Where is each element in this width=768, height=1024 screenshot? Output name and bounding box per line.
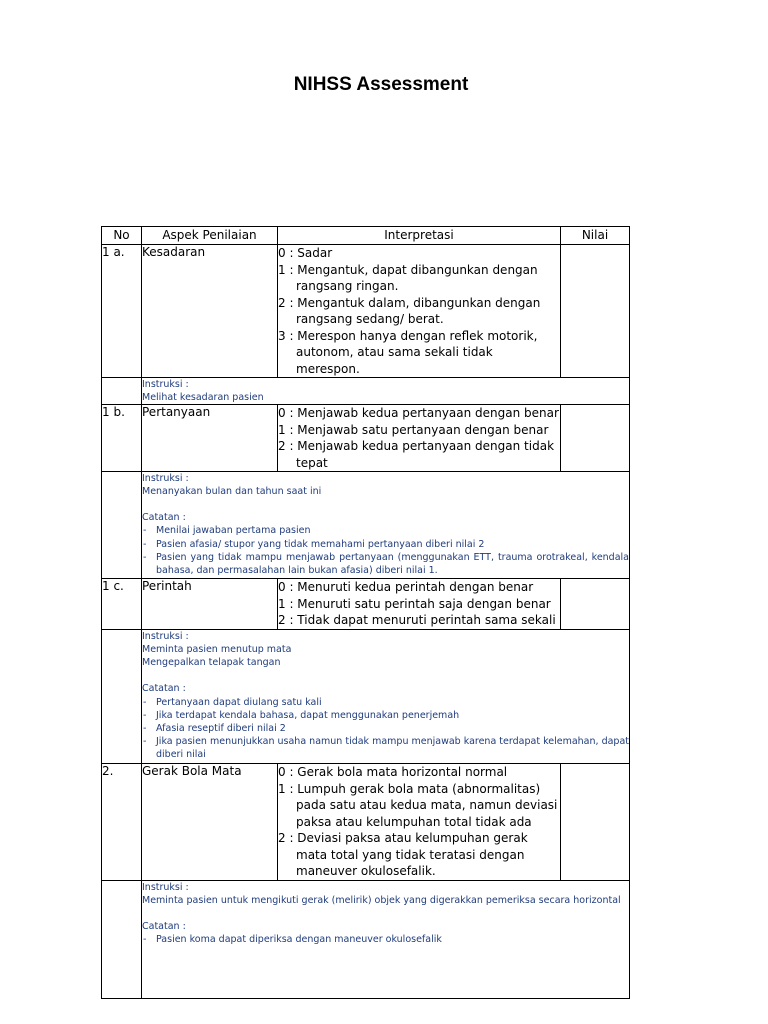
instruksi-label: Instruksi :	[142, 631, 189, 643]
instruction-cell	[142, 378, 630, 405]
empty-cell	[102, 880, 142, 998]
catatan-label: Catatan :	[142, 512, 186, 524]
instruction-row	[102, 378, 630, 405]
header-no: No	[102, 227, 142, 245]
option-item: 0 : Sadar	[278, 246, 333, 260]
empty-cell	[102, 630, 142, 764]
instruksi-text: Meminta pasien menutup mata	[142, 644, 292, 656]
catatan-list	[142, 933, 629, 946]
instruksi-text: Menanyakan bulan dan tahun saat ini	[142, 486, 322, 498]
table-row	[102, 405, 630, 472]
instruction-cell	[142, 880, 630, 998]
header-interpretasi: Interpretasi	[278, 227, 561, 245]
option-item: 0 : Gerak bola mata horizontal normal	[278, 765, 508, 780]
interpretasi-cell	[278, 579, 561, 630]
interpretasi-cell	[278, 245, 561, 378]
option-item: 2 : Tidak dapat menuruti perintah sama sekali	[278, 613, 556, 628]
header-nilai: Nilai	[561, 227, 630, 245]
option-item: 1 : Menjawab satu pertanyaan dengan benar	[278, 422, 549, 437]
page-title: NIHSS Assessment	[293, 74, 469, 95]
instruksi-label: Instruksi :	[142, 881, 189, 893]
catatan-item: - Menilai jawaban pertama pasien	[142, 524, 629, 537]
option-item: 0 : Menjawab kedua pertanyaan dengan benar	[278, 406, 559, 421]
interpretasi-cell	[278, 764, 561, 881]
instruksi-text: Meminta pasien untuk mengikuti gerak (melirik) objek yang digerakkan pemeriksa secara horizontal	[142, 894, 621, 906]
catatan-item: - Jika pasien menunjukkan usaha namun tidak mampu menjawab karena terdapat kelemahan, dapat diberi nilai	[142, 735, 629, 761]
instruksi-label: Instruksi :	[142, 379, 189, 390]
aspek-label: Kesadaran	[142, 245, 278, 378]
row-number: 1 c.	[102, 579, 142, 630]
instruction-row	[102, 630, 630, 764]
option-item: 2 : Deviasi paksa atau kelumpuhan gerak mata total yang tidak teratasi dengan maneuver okulosefalik.	[278, 831, 528, 879]
catatan-item: - Jika terdapat kendala bahasa, dapat menggunakan penerjemah	[142, 709, 629, 722]
catatan-item: - Pasien yang tidak mampu menjawab pertanyaan (menggunakan ETT, trauma orotrakeal, kendala bahasa, dan permasalahan lain bukan afasia) diberi nilai 1.	[142, 551, 629, 577]
catatan-label: Catatan :	[142, 920, 186, 932]
nilai-cell[interactable]	[561, 579, 630, 630]
row-number: 1 b.	[102, 405, 142, 472]
instruksi-text: Melihat kesadaran pasien	[142, 392, 264, 404]
catatan-item: - Pertanyaan dapat diulang satu kali	[142, 696, 629, 709]
interpretasi-cell	[278, 405, 561, 472]
header-aspek: Aspek Penilaian	[142, 227, 278, 245]
catatan-list	[142, 696, 629, 761]
option-item: 0 : Menuruti kedua perintah dengan benar	[278, 580, 534, 595]
aspek-label: Gerak Bola Mata	[142, 764, 278, 881]
option-item: 1 : Lumpuh gerak bola mata (abnormalitas) pada satu atau kedua mata, namun deviasi paksa atau kelumpuhan total tidak ada	[278, 781, 558, 829]
instruction-cell	[142, 472, 630, 579]
catatan-list	[142, 524, 629, 576]
instruksi-label: Instruksi :	[142, 473, 189, 485]
nihss-table	[101, 226, 630, 999]
table-header-row	[102, 227, 630, 245]
table-row	[102, 245, 630, 378]
aspek-label: Perintah	[142, 579, 278, 630]
option-item: 1 : Mengantuk, dapat dibangunkan dengan rangsang ringan.	[278, 262, 538, 293]
empty-cell	[102, 378, 142, 405]
catatan-item: - Afasia reseptif diberi nilai 2	[142, 722, 629, 735]
catatan-label: Catatan :	[142, 683, 186, 695]
nilai-cell[interactable]	[561, 764, 630, 881]
instruction-cell	[142, 630, 630, 764]
option-item: 3 : Merespon hanya dengan reflek motorik, autonom, atau sama sekali tidak merespon.	[278, 328, 538, 376]
row-number: 1 a.	[102, 245, 142, 378]
option-item: 2 : Mengantuk dalam, dibangunkan dengan rangsang sedang/ berat.	[278, 295, 541, 326]
aspek-label: Pertanyaan	[142, 405, 278, 472]
instruction-row	[102, 880, 630, 998]
option-item: 1 : Menuruti satu perintah saja dengan benar	[278, 596, 551, 611]
option-item: 2 : Menjawab kedua pertanyaan dengan tidak tepat	[278, 439, 555, 470]
nilai-cell[interactable]	[561, 405, 630, 472]
empty-cell	[102, 472, 142, 579]
instruksi-text: Mengepalkan telapak tangan	[142, 657, 281, 669]
nilai-cell[interactable]	[561, 245, 630, 378]
instruction-row	[102, 472, 630, 579]
table-row	[102, 764, 630, 881]
table-row	[102, 579, 630, 630]
catatan-item: - Pasien koma dapat diperiksa dengan maneuver okulosefalik	[142, 933, 629, 946]
row-number: 2.	[102, 764, 142, 881]
catatan-item: - Pasien afasia/ stupor yang tidak memahami pertanyaan diberi nilai 2	[142, 538, 629, 551]
